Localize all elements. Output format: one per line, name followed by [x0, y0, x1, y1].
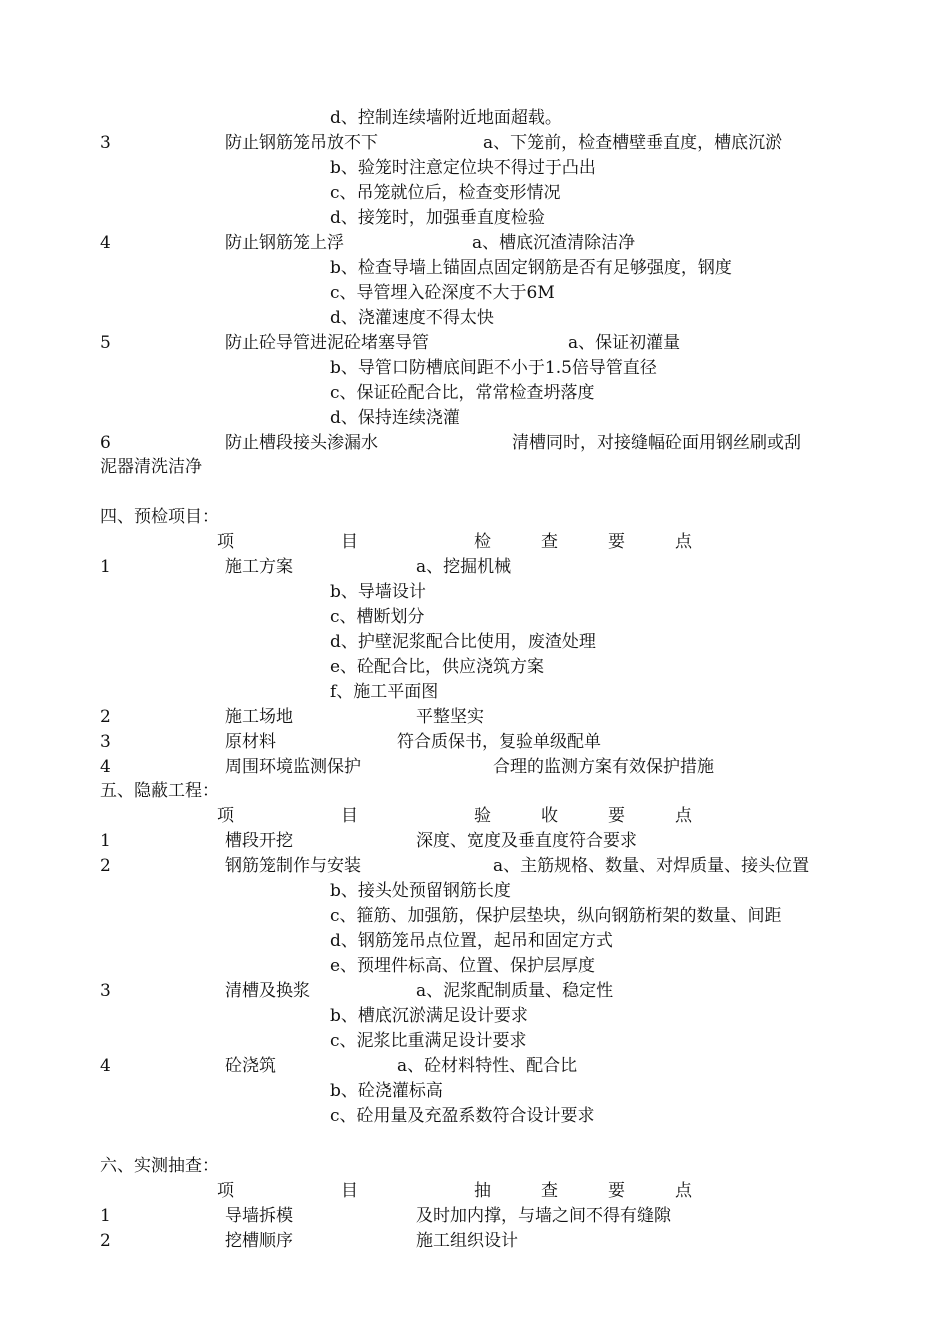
- check-line: b、导墙设计: [330, 582, 426, 602]
- measure-line: d、浇灌速度不得太快: [330, 308, 494, 328]
- row-item: 钢筋笼制作与安装: [225, 856, 361, 876]
- row-number: 2: [100, 856, 111, 876]
- check-line: b、接头处预留钢筋长度: [330, 881, 511, 901]
- row-number: 4: [100, 233, 111, 253]
- check-line: c、砼用量及充盈系数符合设计要求: [330, 1106, 595, 1126]
- row-item: 槽段开挖: [225, 831, 293, 851]
- measure-line: d、控制连续墙附近地面超载。: [330, 108, 562, 128]
- check-line: 合理的监测方案有效保护措施: [493, 757, 714, 777]
- measure-line: b、导管口防槽底间距不小于1.5倍导管直径: [330, 358, 657, 378]
- check-line: e、预埋件标高、位置、保护层厚度: [330, 956, 596, 976]
- header-check: 要: [608, 806, 625, 826]
- header-check: 验: [474, 806, 491, 826]
- check-line: f、施工平面图: [330, 682, 439, 702]
- check-line: 及时加内撑，与墙之间不得有缝隙: [416, 1206, 671, 1226]
- header-check: 检: [474, 532, 491, 552]
- header-check: 点: [675, 806, 692, 826]
- check-line: b、砼浇灌标高: [330, 1081, 443, 1101]
- header-item: 项: [217, 532, 234, 552]
- check-line: c、槽断划分: [330, 607, 425, 627]
- check-line: d、钢筋笼吊点位置，起吊和固定方式: [330, 931, 613, 951]
- header-item: 目: [341, 1181, 358, 1201]
- check-line: a、砼材料特性、配合比: [397, 1056, 578, 1076]
- header-check: 点: [675, 1181, 692, 1201]
- check-line: a、泥浆配制质量、稳定性: [416, 981, 614, 1001]
- header-check: 抽: [474, 1181, 491, 1201]
- measure-line: d、保持连续浇灌: [330, 408, 460, 428]
- check-line: a、主筋规格、数量、对焊质量、接头位置: [493, 856, 810, 876]
- header-check: 要: [608, 1181, 625, 1201]
- header-check: 查: [541, 532, 558, 552]
- row-item: 原材料: [225, 732, 276, 752]
- row-item: 导墙拆模: [225, 1206, 293, 1226]
- check-line: a、挖掘机械: [416, 557, 512, 577]
- row-item: 施工场地: [225, 707, 293, 727]
- row-item: 周围环境监测保护: [225, 757, 361, 777]
- header-check: 点: [675, 532, 692, 552]
- check-line: b、槽底沉淤满足设计要求: [330, 1006, 528, 1026]
- header-item: 目: [341, 806, 358, 826]
- row-number: 1: [100, 1206, 111, 1226]
- check-line: 平整坚实: [416, 707, 484, 727]
- check-line: e、砼配合比，供应浇筑方案: [330, 657, 545, 677]
- measure-line: c、保证砼配合比，常常检查坍落度: [330, 383, 595, 403]
- row-number: 5: [100, 333, 111, 353]
- row-number: 6: [100, 433, 111, 453]
- measure-line: a、下笼前，检查槽壁垂直度，槽底沉淤: [483, 133, 783, 153]
- row-number: 1: [100, 557, 111, 577]
- row-item: 清槽及换浆: [225, 981, 310, 1001]
- check-line: 符合质保书，复验单级配单: [397, 732, 601, 752]
- row-item: 防止槽段接头渗漏水: [225, 433, 378, 453]
- measure-line: b、检查导墙上锚固点固定钢筋是否有足够强度，钢度: [330, 258, 732, 278]
- measure-line: c、导管埋入砼深度不大于6M: [330, 283, 555, 303]
- section-title: 五、隐蔽工程：: [100, 781, 219, 801]
- row-number: 4: [100, 1056, 111, 1076]
- row-item: 施工方案: [225, 557, 293, 577]
- row-item: 挖槽顺序: [225, 1231, 293, 1251]
- measure-line: d、接笼时，加强垂直度检验: [330, 208, 545, 228]
- check-line: 施工组织设计: [416, 1231, 518, 1251]
- measure-line: 清槽同时，对接缝幅砼面用钢丝刷或刮: [512, 433, 801, 453]
- measure-line: c、吊笼就位后，检查变形情况: [330, 183, 561, 203]
- measure-line-continued: 泥器清洗洁净: [100, 457, 202, 477]
- header-item: 项: [217, 806, 234, 826]
- measure-line: a、保证初灌量: [568, 333, 681, 353]
- row-number: 3: [100, 981, 111, 1001]
- header-check: 要: [608, 532, 625, 552]
- measure-line: a、槽底沉渣清除洁净: [472, 233, 636, 253]
- measure-line: b、验笼时注意定位块不得过于凸出: [330, 158, 596, 178]
- row-number: 1: [100, 831, 111, 851]
- row-number: 3: [100, 133, 111, 153]
- row-number: 2: [100, 707, 111, 727]
- check-line: 深度、宽度及垂直度符合要求: [416, 831, 637, 851]
- header-item: 目: [341, 532, 358, 552]
- header-check: 收: [541, 806, 558, 826]
- row-number: 4: [100, 757, 111, 777]
- section-title: 四、预检项目：: [100, 507, 219, 527]
- section-title: 六、实测抽查：: [100, 1156, 219, 1176]
- row-item: 防止钢筋笼上浮: [225, 233, 344, 253]
- row-item: 砼浇筑: [225, 1056, 276, 1076]
- check-line: d、护壁泥浆配合比使用，废渣处理: [330, 632, 596, 652]
- check-line: c、泥浆比重满足设计要求: [330, 1031, 527, 1051]
- header-check: 查: [541, 1181, 558, 1201]
- row-item: 防止砼导管进泥砼堵塞导管: [225, 333, 429, 353]
- row-number: 3: [100, 732, 111, 752]
- row-item: 防止钢筋笼吊放不下: [225, 133, 378, 153]
- header-item: 项: [217, 1181, 234, 1201]
- row-number: 2: [100, 1231, 111, 1251]
- check-line: c、箍筋、加强筋，保护层垫块，纵向钢筋桁架的数量、间距: [330, 906, 782, 926]
